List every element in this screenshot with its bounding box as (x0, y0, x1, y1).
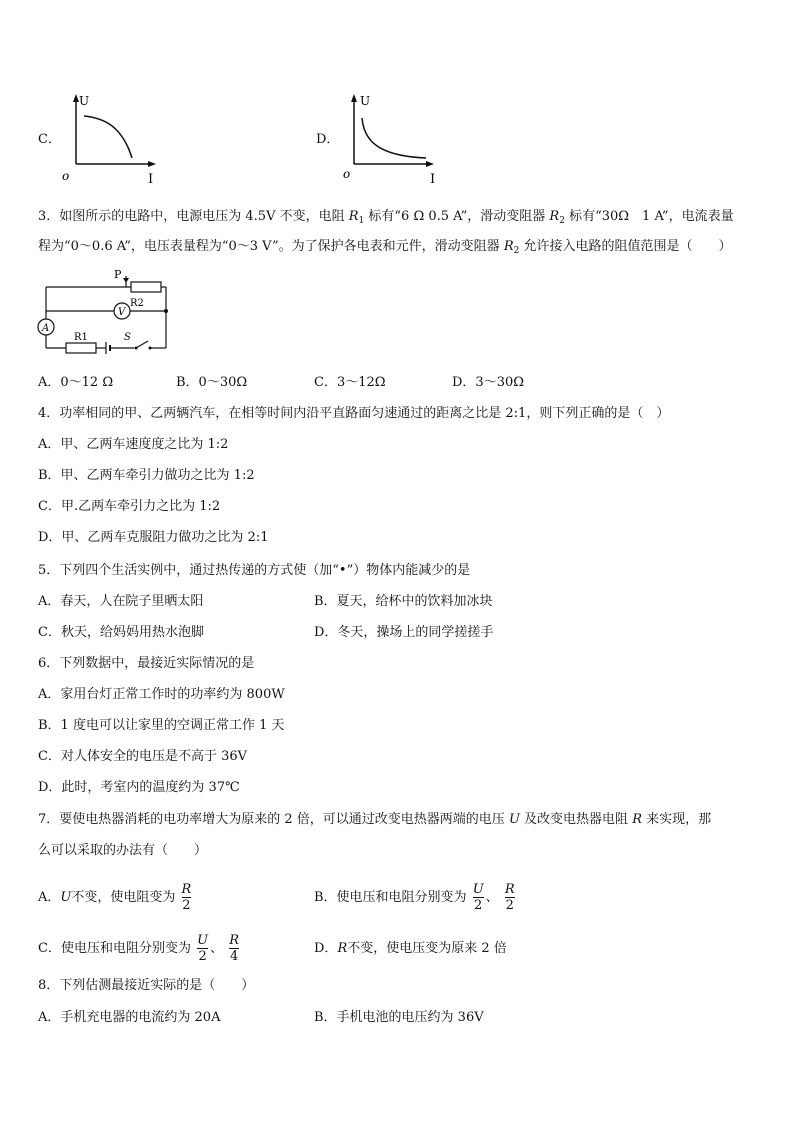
q4-option-b[interactable]: B．甲、乙两车牵引力做功之比为 1:2 (38, 468, 255, 483)
fraction-u-over-2: $\frac{U}{2}$ (472, 882, 484, 913)
q7-stem-line1: 7．要使电热器消耗的电功率增大为原来的 2 倍，可以通过改变电热器两端的电压 U 及改变电热器电阻 R 来实现，那 (38, 812, 712, 827)
q6-option-c[interactable]: C．对人体安全的电压是不高于 36V (38, 749, 248, 764)
q4-option-a[interactable]: A．甲、乙两车速度度之比为 1:2 (38, 437, 229, 452)
q3-option-a[interactable]: A．0～12 Ω (38, 375, 114, 390)
fraction-r-over-2: $\frac{R}{2}$ (504, 882, 515, 913)
option-c-label: C． (38, 132, 61, 147)
q6-option-d[interactable]: D．此时，考室内的温度约为 37℃ (38, 780, 240, 795)
q6-stem: 6．下列数据中，最接近实际情况的是 (38, 656, 255, 671)
q7-option-c[interactable]: C．使电压和电阻分别变为 $\frac{U}{2}$ 、 $\frac{R}{4}$ (38, 933, 240, 964)
circuit-slider-label: P (114, 268, 122, 281)
q4-option-d[interactable]: D．甲、乙两车克服阻力做功之比为 2:1 (38, 530, 269, 545)
q3-stem-line1: 3．如图所示的电路中，电源电压为 4.5V 不变，电阻 $R_1$ 标有“6 Ω 0.5 A”，滑动变阻器 $R_2$ 标有“30Ω 1 A”，电流表量 (38, 209, 734, 226)
q5-option-d[interactable]: D．冬天，操场上的同学搓搓手 (314, 625, 494, 640)
q4-stem: 4．功率相同的甲、乙两辆汽车，在相等时间内沿平直路面匀速通过的距离之比是 2:1，则下列正确的是（ ） (38, 406, 670, 421)
q7-option-a[interactable]: A．U不变，使电阻变为 $\frac{R}{2}$ (38, 882, 192, 913)
q5-stem: 5．下列四个生活实例中，通过热传递的方式使（加“•”）物体内能减少的是 (38, 563, 471, 578)
q5-option-a[interactable]: A．春天，人在院子里晒太阳 (38, 594, 204, 609)
q7-stem-line2: 么可以采取的办法有（ ） (38, 843, 208, 858)
q7-option-d[interactable]: D．R不变，使电压变为原来 2 倍 (314, 941, 507, 956)
q3-option-c[interactable]: C．3～12Ω (314, 375, 386, 390)
q6-option-a[interactable]: A．家用台灯正常工作时的功率约为 800W (38, 687, 285, 702)
circuit-voltmeter-label: V (118, 307, 126, 318)
q3-circuit-diagram (36, 266, 171, 358)
fraction-u-over-2: $\frac{U}{2}$ (197, 933, 209, 964)
q6-option-b[interactable]: B．1 度电可以让家里的空调正常工作 1 天 (38, 718, 285, 733)
graph-c-origin: o (62, 169, 70, 183)
q4-option-c[interactable]: C．甲.乙两车牵引力之比为 1:2 (38, 499, 221, 514)
q8-option-b[interactable]: B．手机电池的电压约为 36V (314, 1010, 484, 1025)
graph-d-x-label: I (430, 172, 436, 187)
graph-d-y-label: U (360, 94, 371, 108)
q7-option-b[interactable]: B．使电压和电阻分别变为 $\frac{U}{2}$ 、 $\frac{R}{2}$ (314, 882, 515, 913)
graph-d-origin: o (343, 167, 351, 181)
circuit-ammeter-label: A (42, 323, 50, 334)
graph-c (60, 90, 160, 185)
q8-option-a[interactable]: A．手机充电器的电流约为 20A (38, 1010, 221, 1025)
q3-stem-line2: 程为“0～0.6 A”，电压表量程为“0～3 V”。为了保护各电表和元件，滑动变阻器 $R_2$ 允许接入电路的阻值范围是（ ） (38, 239, 732, 256)
circuit-r1-label: R1 (74, 332, 88, 343)
q5-option-c[interactable]: C．秋天，给妈妈用热水泡脚 (38, 625, 204, 640)
fraction-r-over-4: $\frac{R}{4}$ (229, 933, 240, 964)
graph-c-y-label: U (79, 94, 90, 108)
option-d-label: D． (316, 132, 340, 147)
q3-option-b[interactable]: B．0～30Ω (176, 375, 248, 390)
q5-option-b[interactable]: B．夏天，给杯中的饮料加冰块 (314, 594, 493, 609)
q8-stem: 8．下列估测最接近实际的是（ ） (38, 978, 255, 993)
circuit-switch-label: S (124, 332, 131, 343)
q3-option-d[interactable]: D．3～30Ω (452, 375, 525, 390)
fraction-r-over-2: $\frac{R}{2}$ (181, 882, 192, 913)
circuit-r2-label: R2 (130, 298, 144, 309)
graph-c-x-label: I (148, 172, 154, 187)
graph-d (340, 90, 440, 185)
